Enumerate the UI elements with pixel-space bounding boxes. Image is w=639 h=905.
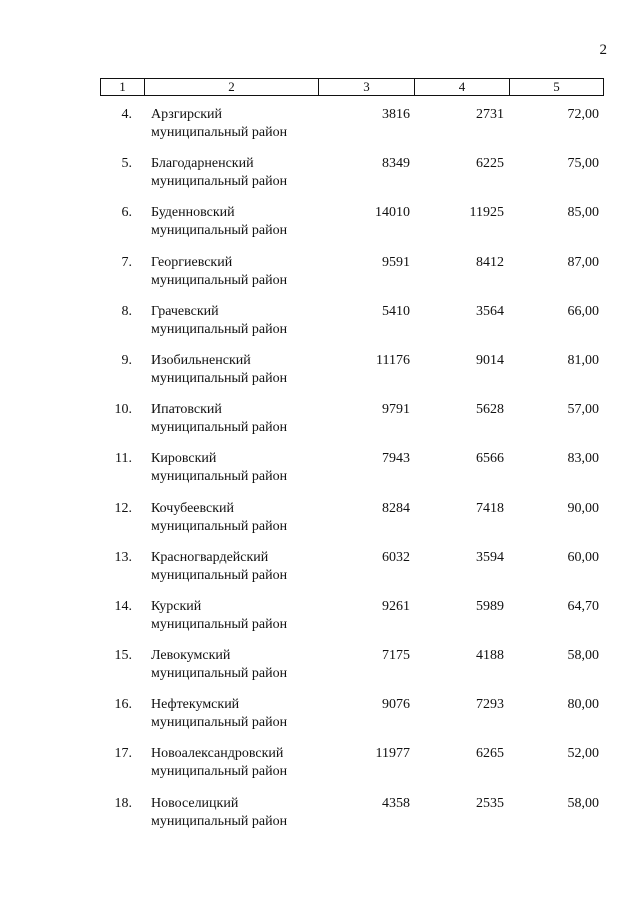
row-number: 18. bbox=[114, 795, 132, 811]
value-column-4: 6265 bbox=[476, 746, 504, 762]
value-column-3: 9261 bbox=[382, 598, 410, 614]
value-column-3: 11977 bbox=[375, 746, 410, 762]
column-header-5: 5 bbox=[553, 79, 560, 94]
row-number: 16. bbox=[114, 697, 132, 713]
value-column-3: 11176 bbox=[376, 352, 410, 368]
district-name-line2: муниципальный район bbox=[151, 616, 288, 632]
table-row bbox=[100, 303, 604, 352]
column-header-2: 2 bbox=[145, 79, 319, 95]
value-column-3: 9591 bbox=[382, 254, 410, 270]
column-header-3: 3 bbox=[319, 79, 415, 95]
value-column-5: 66,00 bbox=[567, 303, 599, 319]
value-column-3: 6032 bbox=[382, 549, 410, 565]
district-name bbox=[151, 254, 321, 290]
value-column-3: 8349 bbox=[382, 156, 410, 172]
value-column-4: 6225 bbox=[476, 156, 504, 172]
value-column-5: 81,00 bbox=[567, 352, 599, 368]
district-name bbox=[151, 795, 321, 831]
district-name-line2: муниципальный район bbox=[151, 469, 288, 485]
district-name-line2: муниципальный район bbox=[151, 370, 288, 386]
table-row bbox=[100, 155, 604, 204]
district-name bbox=[151, 352, 321, 388]
district-name-line2: муниципальный район bbox=[151, 272, 288, 288]
district-name-line1: Грачевский bbox=[151, 303, 219, 319]
district-name-line1: Арзгирский bbox=[151, 107, 223, 122]
district-name-line2: муниципальный район bbox=[151, 125, 288, 140]
district-name-line1: Левокумский bbox=[151, 648, 231, 664]
district-name bbox=[151, 106, 321, 142]
value-column-5: 75,00 bbox=[567, 156, 599, 172]
value-column-4: 6566 bbox=[476, 451, 504, 467]
value-column-5: 58,00 bbox=[567, 648, 599, 664]
value-column-3: 9791 bbox=[382, 402, 410, 418]
value-column-5: 60,00 bbox=[567, 549, 599, 565]
district-name bbox=[151, 450, 321, 486]
district-name-line2: муниципальный район bbox=[151, 321, 288, 337]
value-column-4: 3594 bbox=[476, 549, 504, 565]
value-column-3: 4358 bbox=[382, 795, 410, 811]
value-column-4: 4188 bbox=[476, 648, 504, 664]
district-name-line1: Курский bbox=[151, 598, 202, 614]
value-column-3: 7175 bbox=[382, 648, 410, 664]
table-row bbox=[100, 450, 604, 499]
district-name-line2: муниципальный район bbox=[151, 174, 288, 190]
value-column-3: 5410 bbox=[382, 303, 410, 319]
value-column-4: 8412 bbox=[476, 254, 504, 270]
row-number: 12. bbox=[114, 500, 132, 516]
table-row bbox=[100, 696, 604, 745]
district-name-line1: Благодарненский bbox=[151, 156, 254, 172]
value-column-4: 11925 bbox=[469, 205, 504, 221]
row-number: 11. bbox=[115, 451, 132, 467]
value-column-5: 72,00 bbox=[567, 107, 599, 122]
page-number: 2 bbox=[599, 42, 607, 58]
district-name-line1: Новоселицкий bbox=[151, 795, 239, 811]
table-body bbox=[100, 106, 604, 844]
value-column-5: 52,00 bbox=[567, 746, 599, 762]
value-column-4: 3564 bbox=[476, 303, 504, 319]
table-row bbox=[100, 745, 604, 794]
row-number: 17. bbox=[114, 746, 132, 762]
district-name bbox=[151, 745, 321, 781]
table-row bbox=[100, 647, 604, 696]
district-name bbox=[151, 598, 321, 634]
value-column-4: 7418 bbox=[476, 500, 504, 516]
district-name bbox=[151, 155, 321, 191]
value-column-5: 90,00 bbox=[567, 500, 599, 516]
value-column-4: 5989 bbox=[476, 598, 504, 614]
value-column-4: 5628 bbox=[476, 402, 504, 418]
table-row bbox=[100, 549, 604, 598]
value-column-5: 64,70 bbox=[567, 598, 599, 614]
district-name bbox=[151, 204, 321, 240]
district-name bbox=[151, 549, 321, 585]
district-name-line2: муниципальный район bbox=[151, 567, 288, 583]
value-column-3: 3816 bbox=[382, 107, 410, 122]
value-column-4: 2731 bbox=[476, 107, 504, 122]
district-name bbox=[151, 500, 321, 536]
value-column-4: 9014 bbox=[476, 352, 504, 368]
value-column-4: 7293 bbox=[476, 697, 504, 713]
table-header-row bbox=[100, 78, 604, 96]
district-name-line1: Новоалександровский bbox=[151, 746, 284, 762]
value-column-3: 14010 bbox=[375, 205, 410, 221]
table-row bbox=[100, 401, 604, 450]
district-name bbox=[151, 696, 321, 732]
column-header-1: 1 bbox=[101, 79, 145, 95]
district-name-line1: Кочубеевский bbox=[151, 500, 235, 516]
district-name-line2: муниципальный район bbox=[151, 420, 288, 436]
row-number: 5. bbox=[121, 156, 132, 172]
value-column-3: 9076 bbox=[382, 697, 410, 713]
district-name bbox=[151, 303, 321, 339]
district-name bbox=[151, 401, 321, 437]
row-number: 4. bbox=[121, 107, 132, 122]
value-column-5: 83,00 bbox=[567, 451, 599, 467]
row-number: 10. bbox=[114, 402, 132, 418]
district-name-line2: муниципальный район bbox=[151, 666, 288, 682]
value-column-3: 7943 bbox=[382, 451, 410, 467]
value-column-5: 80,00 bbox=[567, 697, 599, 713]
row-number: 13. bbox=[114, 549, 132, 565]
value-column-5: 87,00 bbox=[567, 254, 599, 270]
district-name-line1: Буденновский bbox=[151, 205, 235, 221]
row-number: 6. bbox=[121, 205, 132, 221]
table-row bbox=[100, 598, 604, 647]
row-number: 14. bbox=[114, 598, 132, 614]
district-name-line1: Георгиевский bbox=[151, 254, 233, 270]
table-row bbox=[100, 795, 604, 844]
district-name-line1: Красногвардейский bbox=[151, 549, 269, 565]
column-header-4: 4 bbox=[415, 79, 510, 95]
row-number: 9. bbox=[121, 352, 132, 368]
value-column-4: 2535 bbox=[476, 795, 504, 811]
table-row bbox=[100, 352, 604, 401]
district-name-line2: муниципальный район bbox=[151, 813, 288, 829]
district-name-line1: Изобильненский bbox=[151, 352, 251, 368]
district-name-line1: Кировский bbox=[151, 451, 217, 467]
district-name-line2: муниципальный район bbox=[151, 518, 288, 534]
value-column-3: 8284 bbox=[382, 500, 410, 516]
value-column-5: 57,00 bbox=[567, 402, 599, 418]
table-row bbox=[100, 106, 604, 155]
row-number: 15. bbox=[114, 648, 132, 664]
district-name-line2: муниципальный район bbox=[151, 223, 288, 239]
value-column-5: 58,00 bbox=[567, 795, 599, 811]
district-name bbox=[151, 647, 321, 683]
table-row bbox=[100, 204, 604, 253]
district-name-line1: Ипатовский bbox=[151, 402, 222, 418]
district-name-line1: Нефтекумский bbox=[151, 697, 240, 713]
district-name-line2: муниципальный район bbox=[151, 715, 288, 731]
row-number: 8. bbox=[121, 303, 132, 319]
value-column-5: 85,00 bbox=[567, 205, 599, 221]
row-number: 7. bbox=[121, 254, 132, 270]
table-row bbox=[100, 500, 604, 549]
district-name-line2: муниципальный район bbox=[151, 764, 288, 780]
table-row bbox=[100, 254, 604, 303]
